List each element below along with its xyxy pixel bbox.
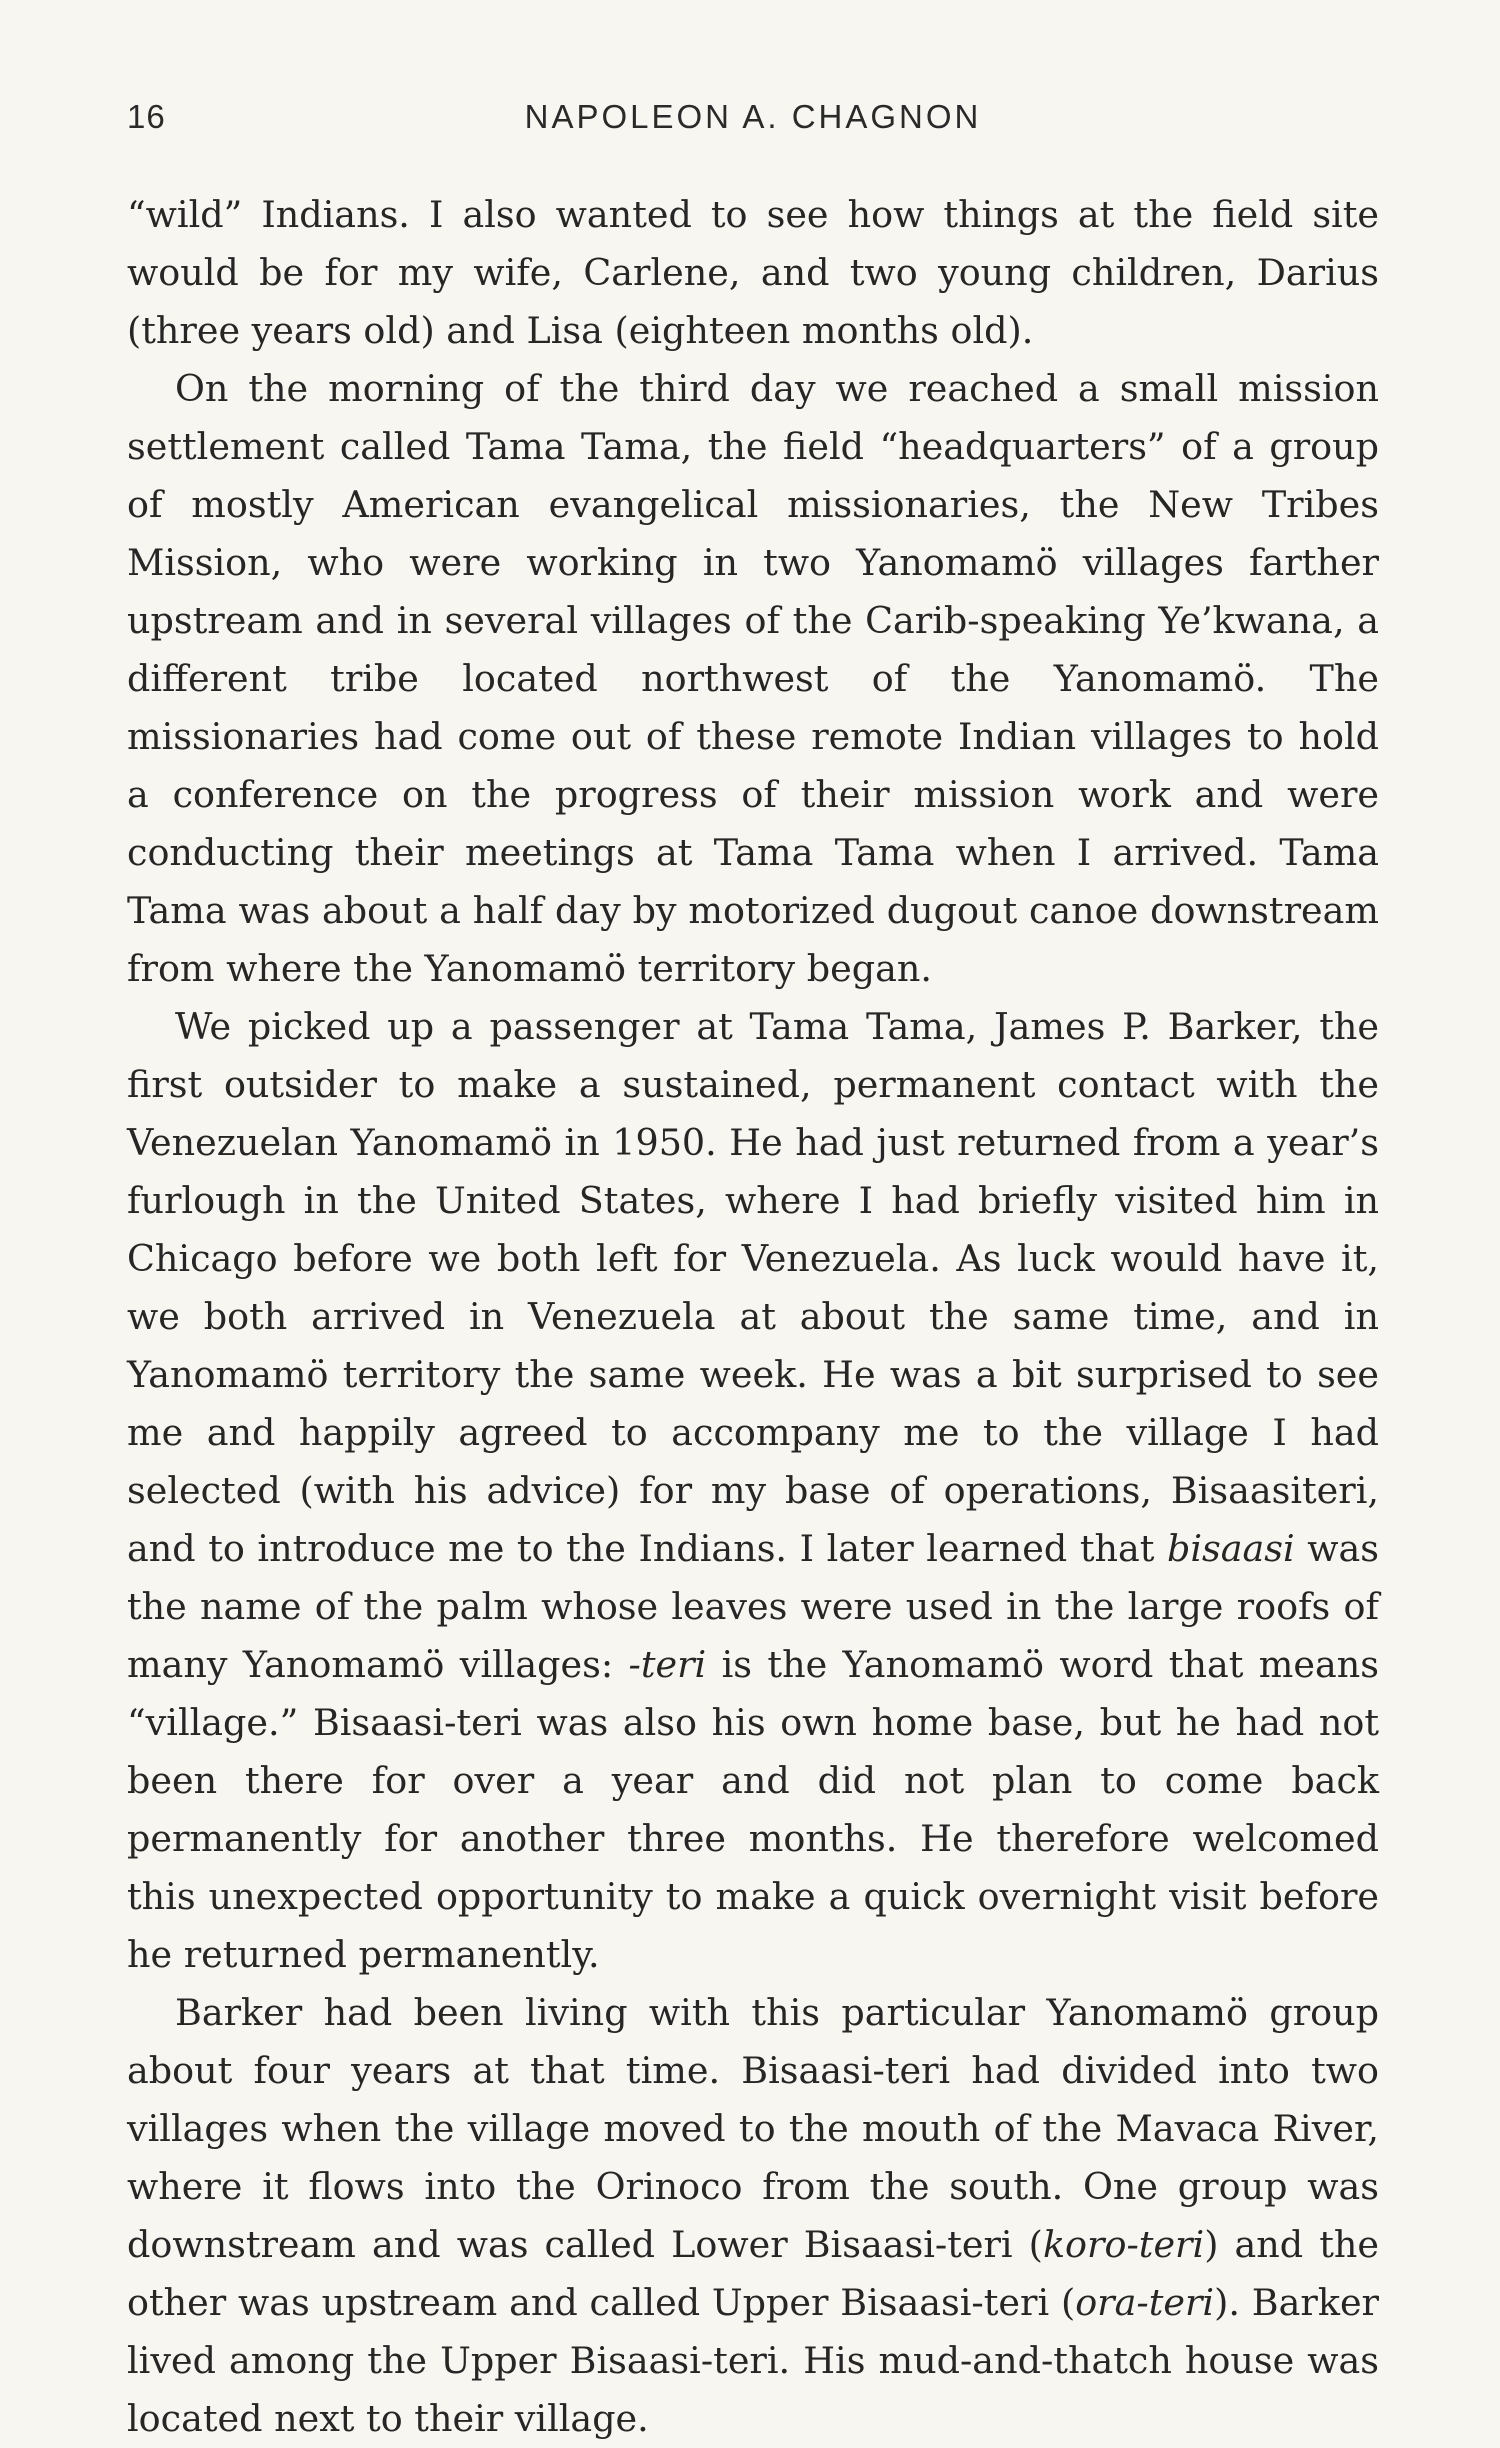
paragraph-3-text-1: We picked up a passenger at Tama Tama, James P. Barker, the first outsider to make a sustained, permanent contact with the Venezuelan Yanomamö in 1950. He had just returned from a year’s furlough in the United States, where I had briefly visited him in Chicago before we both left for Venezuela. As luck would have it, we both arrived in Venezuela at about the same time, and in Yanomamö territory the same week. He was a bit surprised to see me and happily agreed to accompany me to the village I had selected (with his advice) for my base of operations, Bisaasiteri, and to introduce me to the Indians. I later learned that — [127, 1005, 1379, 1570]
paragraph-3 — [127, 998, 1379, 1984]
body-text — [127, 186, 1379, 2448]
running-head — [127, 98, 1379, 148]
paragraph-3-text-2: was the name of the palm whose leaves were used in the large roofs of many Yanomamö villages: — [127, 1527, 1379, 1686]
term-ora-teri: ora-teri — [1075, 2281, 1215, 2324]
paragraph-4-text-1: Barker had been living with this particular Yanomamö group about four years at that time. Bisaasi-teri had divided into two villages when the village moved to the mouth of the Mavaca River, where it flows into the Orinoco from the south. One group was downstream and was called Lower Bisaasi-teri ( — [127, 1991, 1379, 2266]
page-number: 16 — [127, 98, 166, 135]
running-head-author: NAPOLEON A. CHAGNON — [524, 98, 982, 135]
paragraph-2: On the morning of the third day we reached a small mission settlement called Tama Tama, the field “headquarters” of a group of mostly American evangelical missionaries, the New Tribes Mission, who were working in two Yanomamö villages farther upstream and in several villages of the Carib-speaking Ye’kwana, a different tribe located northwest of the Yanomamö. The missionaries had come out of these remote Indian villages to hold a conference on the progress of their mission work and were conducting their meetings at Tama Tama when I arrived. Tama Tama was about a half day by motorized dugout canoe downstream from where the Yanomamö territory began. — [127, 367, 1379, 990]
paragraph-4-text-3: ). Barker lived among the Upper Bisaasi-teri. His mud-and-thatch house was located next to their village. — [127, 2281, 1379, 2440]
paragraph-4-text-2: ) and the other was upstream and called Upper Bisaasi-teri ( — [127, 2223, 1380, 2324]
term-bisaasi: bisaasi — [1166, 1527, 1295, 1570]
paragraph-3-text-3: is the Yanomamö word that means “village.” Bisaasi-teri was also his own home base, but he had not been there for over a year and did not plan to come back permanently for another three months. He therefore welcomed this unexpected opportunity to make a quick overnight visit before he returned permanently. — [127, 1643, 1379, 1976]
paragraph-1: “wild” Indians. I also wanted to see how things at the field site would be for my wife, Carlene, and two young children, Darius (three years old) and Lisa (eighteen months old). — [127, 193, 1379, 352]
paragraph-4 — [127, 1984, 1379, 2448]
term-koro-teri: koro-teri — [1042, 2223, 1205, 2266]
term-teri: -teri — [628, 1643, 707, 1686]
